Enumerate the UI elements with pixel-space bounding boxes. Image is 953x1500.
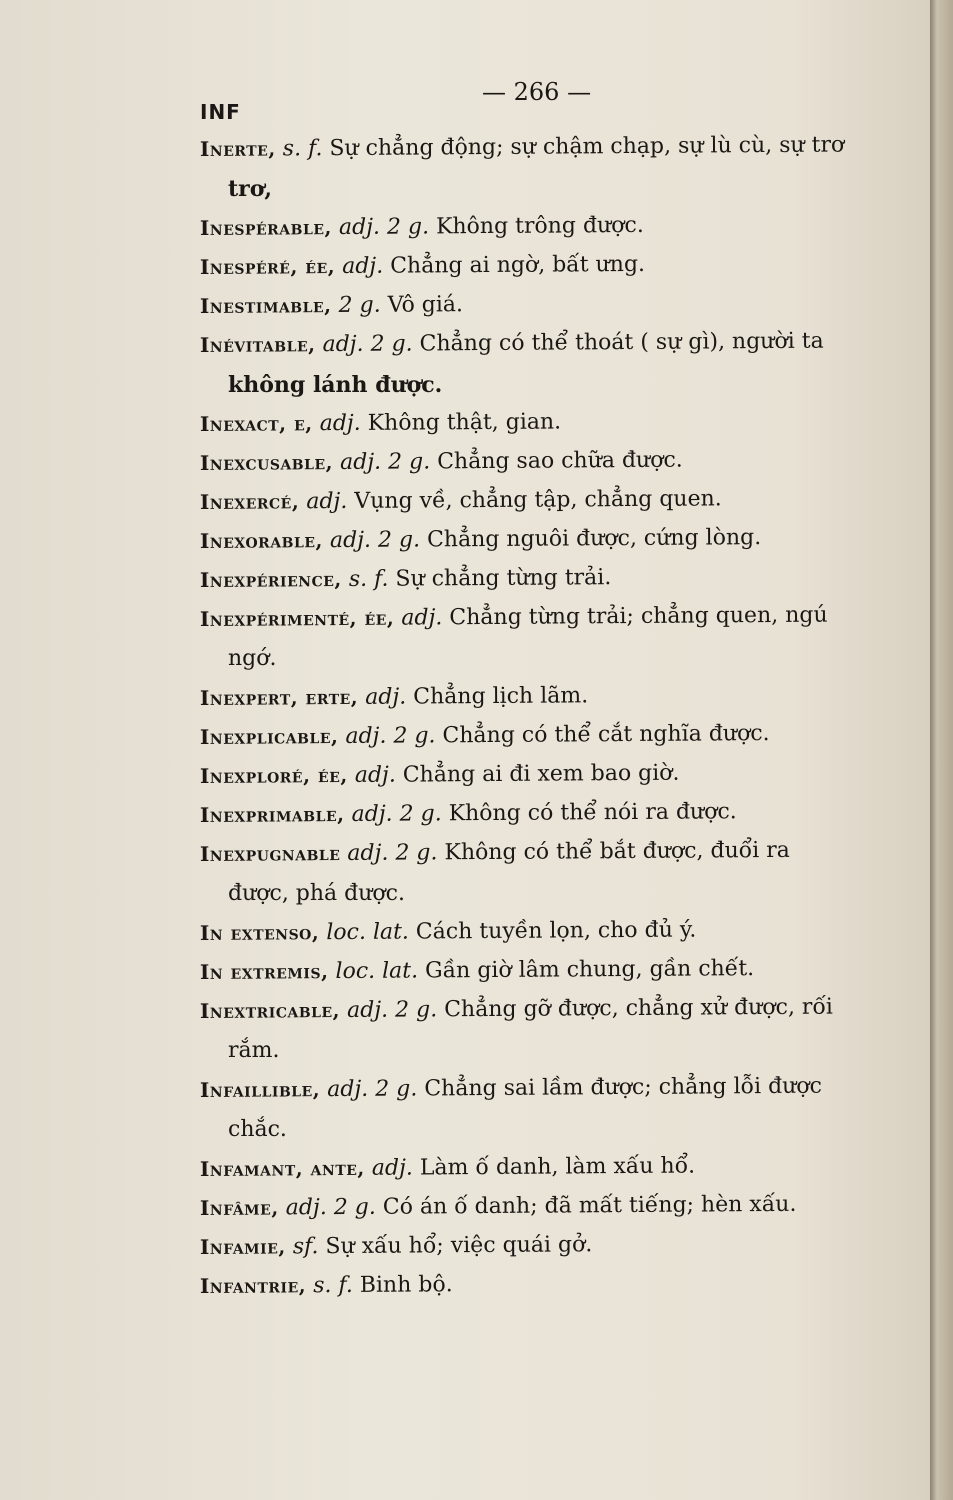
entry-definition: Chẳng ai đi xem bao giờ. xyxy=(402,760,680,788)
entry-definition: Vô giá. xyxy=(387,292,464,318)
entry-definition: Vụng về, chẳng tập, chẳng quen. xyxy=(354,486,722,514)
dictionary-entry xyxy=(200,1223,900,1267)
dictionary-entry xyxy=(200,830,900,874)
entry-definition: Chẳng nguôi được, cứng lòng. xyxy=(426,525,762,553)
entry-headword: Infamie, xyxy=(199,1234,286,1259)
dictionary-entry xyxy=(200,595,900,639)
entry-headword: In extenso, xyxy=(199,920,320,945)
entry-headword: Inestimable, xyxy=(199,293,332,318)
entry-headword: Inexpérience, xyxy=(199,567,342,592)
entry-continuation: trơ, xyxy=(228,176,273,202)
entry-grammar: adj. 2 g. xyxy=(327,1076,418,1103)
entry-headword: Inexcusable, xyxy=(199,450,334,475)
page-edge xyxy=(930,0,953,1500)
entry-headword: Inexpugnable xyxy=(199,841,341,866)
entry-grammar: adj. 2 g. xyxy=(285,1194,376,1221)
entry-grammar: adj. 2 g. xyxy=(345,723,436,749)
running-head: INF xyxy=(200,100,241,124)
entry-headword: Inexpert, erte, xyxy=(199,684,359,710)
page-header xyxy=(200,78,890,124)
dictionary-entry xyxy=(200,478,900,522)
entry-definition: Sự chẳng từng trải. xyxy=(395,565,612,592)
page-number: — 266 — xyxy=(482,78,592,106)
entry-grammar: adj. 2 g. xyxy=(322,331,413,358)
dictionary-entry xyxy=(200,439,900,483)
entry-grammar: adj. xyxy=(371,1155,413,1181)
entry-headword: Inespérable, xyxy=(199,215,333,240)
dictionary-entry xyxy=(200,517,900,561)
entry-definition: Không có thể bắt được, đuổi ra xyxy=(444,837,790,866)
entry-headword: Inexpérimenté, ée, xyxy=(199,605,395,631)
entry-definition: Chẳng có thể thoát ( sự gì), người ta xyxy=(419,328,824,357)
entry-grammar: 2 g. xyxy=(338,292,381,319)
dictionary-entry xyxy=(200,674,900,718)
dictionary-entry xyxy=(200,125,900,169)
entry-definition: Có án ố danh; đã mất tiếng; hèn xấu. xyxy=(382,1191,797,1220)
entry-definition: Chẳng từng trải; chẳng quen, ngú xyxy=(449,602,828,631)
entry-headword: Infâme, xyxy=(199,1195,279,1220)
dictionary-entry xyxy=(200,987,900,1031)
entry-definition: Binh bộ. xyxy=(359,1272,453,1298)
entry-headword: Inexact, e, xyxy=(199,411,313,436)
entry-definition: Sự xấu hổ; việc quái gở. xyxy=(325,1232,593,1260)
entry-definition: Chẳng sai lầm được; chẳng lỗi được xyxy=(424,1073,822,1102)
entry-grammar: adj. 2 g. xyxy=(351,801,442,827)
entry-grammar: adj. xyxy=(319,410,361,437)
entry-grammar: adj. xyxy=(342,253,384,280)
entry-headword: Inexploré, ée, xyxy=(199,762,348,788)
dictionary-entry xyxy=(200,321,900,365)
entry-definition: Làm ố danh, làm xấu hổ. xyxy=(419,1153,696,1181)
dictionary-entry xyxy=(200,752,900,796)
dictionary-entry xyxy=(200,1184,900,1228)
dictionary-entry xyxy=(200,204,900,248)
dictionary-entry xyxy=(200,1066,900,1110)
entry-definition: Chẳng lịch lãm. xyxy=(413,683,589,710)
entry-definition: Sự chẳng động; sự chậm chạp, sự lù cù, sự trơ xyxy=(329,132,845,162)
entry-continuation: rắm. xyxy=(228,1038,280,1063)
dictionary-entry xyxy=(200,909,900,953)
entry-definition: Không trông được. xyxy=(435,212,644,240)
entry-definition: Chẳng có thể cắt nghĩa được. xyxy=(442,721,770,749)
entry-definition: Chẳng gỡ được, chẳng xử được, rối xyxy=(444,994,833,1023)
entry-grammar: adj. 2 g. xyxy=(339,449,431,476)
dictionary-entry xyxy=(200,791,900,835)
entry-grammar: adj. xyxy=(354,762,396,788)
entry-definition: Chẳng sao chữa được. xyxy=(437,447,683,475)
entry-continuation: ngớ. xyxy=(228,646,277,671)
dictionary-entry xyxy=(200,948,900,992)
entry-continuation: không lánh được. xyxy=(228,372,443,398)
entry-headword: Infantrie, xyxy=(199,1273,307,1298)
entry-grammar: s. f. xyxy=(348,566,389,592)
entry-definition: Không có thể nói ra được. xyxy=(448,799,737,827)
entry-grammar: adj. 2 g. xyxy=(329,527,421,554)
entry-grammar: s. f. xyxy=(313,1272,353,1299)
entry-grammar: adj. 2 g. xyxy=(338,214,430,241)
entry-headword: Infaillible, xyxy=(199,1077,321,1102)
dictionary-entry xyxy=(200,1262,900,1306)
entry-grammar: loc. lat. xyxy=(326,919,409,946)
entry-definition: Chẳng ai ngờ, bất ưng. xyxy=(390,251,646,279)
entry-headword: In extremis, xyxy=(199,959,329,984)
entry-headword: Inexprimable, xyxy=(199,801,345,827)
dictionary-entry xyxy=(200,1145,900,1189)
entry-headword: Infamant, ante, xyxy=(199,1155,365,1181)
entry-headword: Inexplicable, xyxy=(199,724,339,749)
entry-headword: Inerte, xyxy=(199,136,276,161)
dictionary-entry xyxy=(200,243,900,287)
dictionary-entry xyxy=(200,713,900,757)
entry-grammar: adj. xyxy=(365,684,407,710)
entry-definition: Gần giờ lâm chung, gần chết. xyxy=(424,956,755,984)
entry-headword: Inévitable, xyxy=(199,332,316,357)
dictionary-entry xyxy=(200,556,900,600)
dictionary-entries xyxy=(200,130,900,1306)
entry-grammar: adj. xyxy=(306,488,348,515)
entry-headword: Inexorable, xyxy=(199,528,324,553)
entry-grammar: adj. xyxy=(401,605,443,631)
entry-headword: Inespéré, ée, xyxy=(199,254,336,279)
entry-grammar: sf. xyxy=(292,1234,319,1260)
entry-grammar: adj. 2 g. xyxy=(347,997,438,1023)
entry-grammar: s. f. xyxy=(282,136,323,162)
entry-grammar: loc. lat. xyxy=(335,958,419,985)
entry-definition: Cách tuyền lọn, cho đủ ý. xyxy=(415,917,697,945)
entry-grammar: adj. 2 g. xyxy=(347,840,438,866)
entry-continuation: được, phá được. xyxy=(228,881,405,906)
entry-headword: Inexercé, xyxy=(199,489,300,514)
entry-headword: Inextricable, xyxy=(199,998,341,1023)
dictionary-entry xyxy=(200,282,900,326)
entry-continuation: chắc. xyxy=(228,1117,287,1142)
dictionary-entry xyxy=(200,400,900,444)
entry-definition: Không thật, gian. xyxy=(367,409,562,436)
